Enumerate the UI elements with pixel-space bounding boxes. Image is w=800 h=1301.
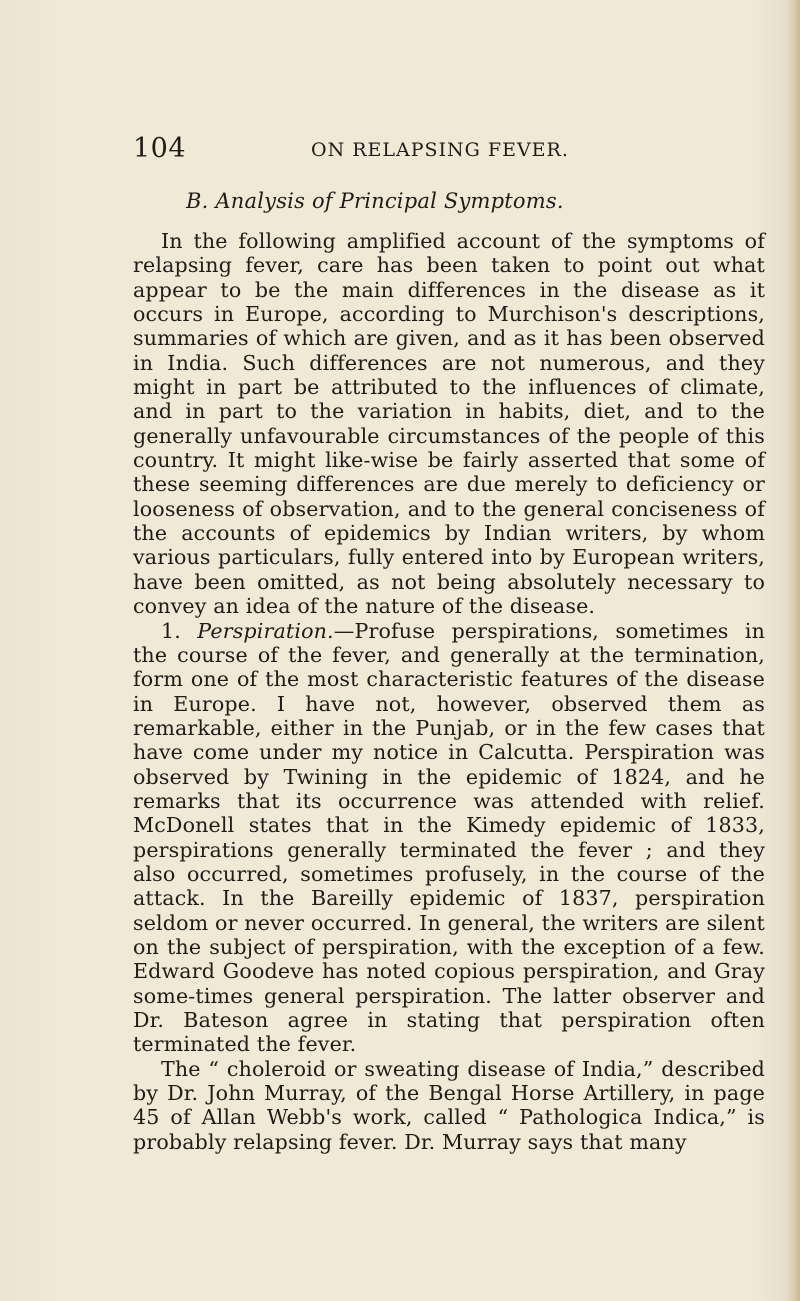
running-head: ON RELAPSING FEVER. <box>311 139 569 161</box>
section-label: B. <box>186 189 209 213</box>
body-text <box>133 229 765 1154</box>
section-title <box>186 189 564 213</box>
section-heading: Analysis of Principal Symptoms. <box>215 189 564 213</box>
page-edge-shadow <box>786 0 800 1301</box>
paragraph-perspiration-text: —Profuse perspirations, sometimes in the course of the fever, and generally at the termination, form one of the most characteristic features of the disease in Europe. I have not, however, observed them as remarkable, either in the Punjab, or in the few cases that have come under my notice in Calcutta. Perspiration was observed by Twining in the epidemic of 1824, and he remarks that its occurrence was attended with relief. McDonell states that in the Kimedy epidemic of 1833, perspirations generally terminated the fever ; and they also occurred, sometimes profusely, in the course of the attack. In the Bareilly epidemic of 1837, perspiration seldom or never occurred. In general, the writers are silent on the subject of perspiration, with the exception of a few. Edward Goodeve has noted copious perspiration, and Gray some-times general perspiration. The latter observer and Dr. Bateson agree in stating that perspiration often terminated the fever. <box>133 618 765 1057</box>
paragraph-perspiration <box>133 619 765 1057</box>
paragraph-number: 1. <box>161 618 181 643</box>
page-number: 104 <box>133 133 187 164</box>
paragraph-heading: Perspiration. <box>197 618 334 643</box>
paragraph-choleroid <box>133 1057 765 1154</box>
paragraph-intro-text: In the following amplified account of the symptoms of relapsing fever, care has been taken to point out what appear to be the main differences in the disease as it occurs in Europe, according to Murchison's descriptions, summaries of which are given, and as it has been observed in India. Such differences are not numerous, and they might in part be attributed to the influences of climate, and in part to the variation in habits, diet, and to the generally unfavourable circumstances of the people of this country. It might like-wise be fairly asserted that some of these seeming differences are due merely to deficiency or looseness of observation, and to the general conciseness of the accounts of epidemics by Indian writers, by whom various particulars, fully entered into by European writers, have been omitted, as not being absolutely necessary to convey an idea of the nature of the disease. <box>133 229 765 619</box>
page-header <box>133 133 773 173</box>
paragraph-intro <box>133 229 765 619</box>
paragraph-choleroid-text: The “ choleroid or sweating disease of India,” described by Dr. John Murray, of the Bengal Horse Artillery, in page 45 of Allan Webb's work, called “ Pathologica Indica,” is probably relapsing fever. Dr. Murray says that many <box>133 1056 765 1154</box>
